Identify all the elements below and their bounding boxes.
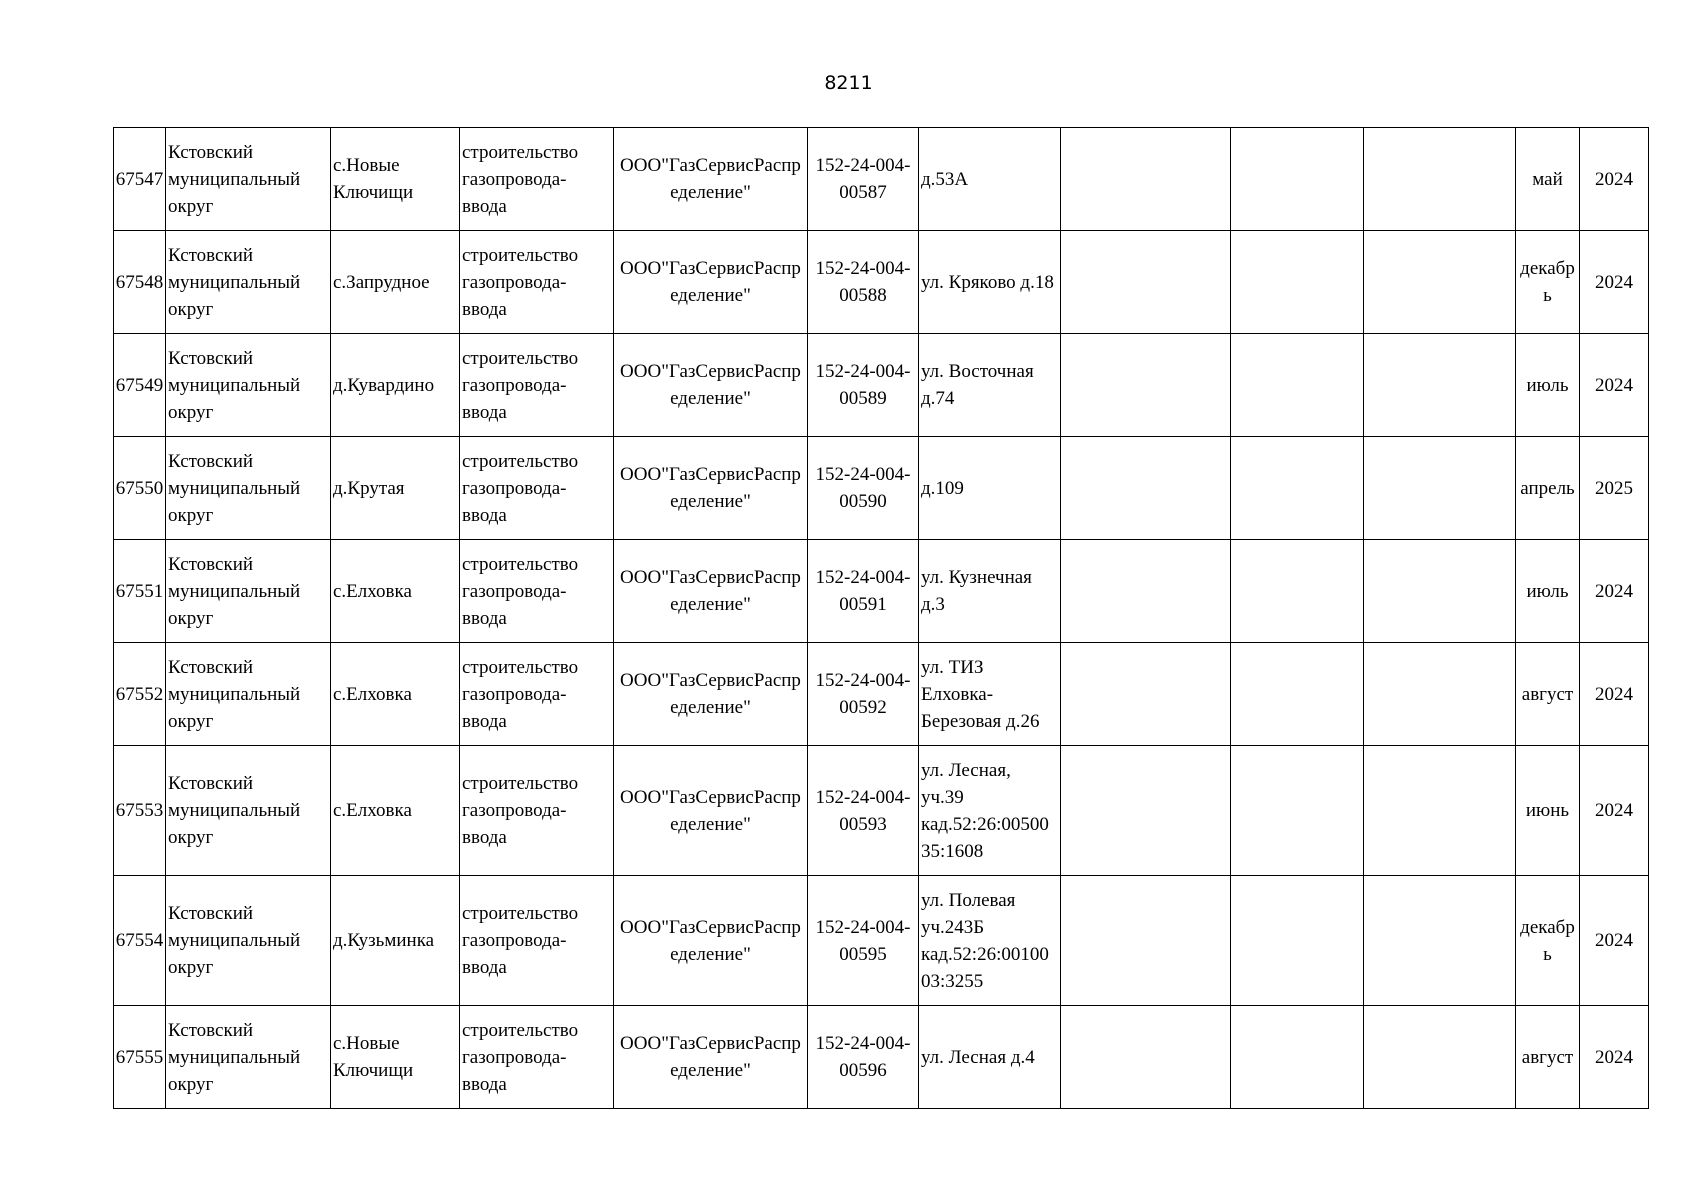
table-row <box>114 876 1649 1006</box>
cell-work-type: строительство газопровода-ввода <box>460 231 614 334</box>
cell-code: 152-24-004-00595 <box>808 876 919 1006</box>
table-row <box>114 128 1649 231</box>
cell-year: 2024 <box>1580 746 1649 876</box>
cell-organization: ООО"ГазСервисРаспределение" <box>614 746 808 876</box>
cell-month: май <box>1516 128 1580 231</box>
cell-empty <box>1364 746 1516 876</box>
cell-number: 67549 <box>114 334 166 437</box>
cell-locality: с.Елховка <box>331 540 460 643</box>
cell-district: Кстовский муниципальный округ <box>166 128 331 231</box>
cell-work-type: строительство газопровода-ввода <box>460 643 614 746</box>
cell-empty <box>1231 746 1364 876</box>
cell-district: Кстовский муниципальный округ <box>166 1006 331 1109</box>
cell-month: август <box>1516 1006 1580 1109</box>
cell-number: 67547 <box>114 128 166 231</box>
cell-number: 67554 <box>114 876 166 1006</box>
cell-year: 2024 <box>1580 643 1649 746</box>
cell-code: 152-24-004-00590 <box>808 437 919 540</box>
table-row <box>114 643 1649 746</box>
cell-address: ул. Полевая уч.243Б кад.52:26:0010003:3255 <box>919 876 1061 1006</box>
cell-number: 67551 <box>114 540 166 643</box>
cell-work-type: строительство газопровода-ввода <box>460 334 614 437</box>
table-row <box>114 540 1649 643</box>
cell-empty <box>1364 128 1516 231</box>
cell-locality: д.Кувардино <box>331 334 460 437</box>
cell-year: 2024 <box>1580 231 1649 334</box>
cell-address: ул. Кряково д.18 <box>919 231 1061 334</box>
cell-district: Кстовский муниципальный округ <box>166 746 331 876</box>
cell-empty <box>1231 334 1364 437</box>
cell-locality: с.Новые Ключищи <box>331 128 460 231</box>
cell-code: 152-24-004-00589 <box>808 334 919 437</box>
cell-address: д.109 <box>919 437 1061 540</box>
cell-district: Кстовский муниципальный округ <box>166 334 331 437</box>
cell-empty <box>1231 1006 1364 1109</box>
cell-year: 2024 <box>1580 1006 1649 1109</box>
table-row <box>114 437 1649 540</box>
cell-empty <box>1364 876 1516 1006</box>
cell-work-type: строительство газопровода-ввода <box>460 1006 614 1109</box>
cell-work-type: строительство газопровода-ввода <box>460 437 614 540</box>
cell-empty <box>1364 643 1516 746</box>
cell-address: д.53А <box>919 128 1061 231</box>
cell-organization: ООО"ГазСервисРаспределение" <box>614 1006 808 1109</box>
page-number: 8211 <box>824 72 873 94</box>
table-row <box>114 231 1649 334</box>
cell-code: 152-24-004-00592 <box>808 643 919 746</box>
cell-code: 152-24-004-00587 <box>808 128 919 231</box>
cell-month: июль <box>1516 540 1580 643</box>
cell-empty <box>1364 231 1516 334</box>
cell-empty <box>1231 128 1364 231</box>
cell-organization: ООО"ГазСервисРаспределение" <box>614 540 808 643</box>
cell-month: декабрь <box>1516 231 1580 334</box>
cell-work-type: строительство газопровода-ввода <box>460 876 614 1006</box>
cell-month: август <box>1516 643 1580 746</box>
cell-month: июнь <box>1516 746 1580 876</box>
cell-organization: ООО"ГазСервисРаспределение" <box>614 437 808 540</box>
cell-number: 67548 <box>114 231 166 334</box>
cell-year: 2024 <box>1580 128 1649 231</box>
cell-work-type: строительство газопровода-ввода <box>460 128 614 231</box>
cell-address: ул. Лесная, уч.39 кад.52:26:0050035:1608 <box>919 746 1061 876</box>
cell-locality: с.Новые Ключищи <box>331 1006 460 1109</box>
cell-organization: ООО"ГазСервисРаспределение" <box>614 643 808 746</box>
cell-locality: д.Кузьминка <box>331 876 460 1006</box>
cell-month: апрель <box>1516 437 1580 540</box>
cell-locality: с.Запрудное <box>331 231 460 334</box>
table-row <box>114 1006 1649 1109</box>
cell-empty <box>1231 643 1364 746</box>
cell-district: Кстовский муниципальный округ <box>166 437 331 540</box>
cell-district: Кстовский муниципальный округ <box>166 540 331 643</box>
cell-address: ул. Кузнечная д.3 <box>919 540 1061 643</box>
cell-address: ул. Восточная д.74 <box>919 334 1061 437</box>
cell-empty <box>1061 540 1231 643</box>
cell-empty <box>1061 437 1231 540</box>
cell-year: 2024 <box>1580 876 1649 1006</box>
cell-code: 152-24-004-00596 <box>808 1006 919 1109</box>
cell-district: Кстовский муниципальный округ <box>166 643 331 746</box>
cell-work-type: строительство газопровода-ввода <box>460 540 614 643</box>
cell-code: 152-24-004-00588 <box>808 231 919 334</box>
cell-year: 2024 <box>1580 334 1649 437</box>
cell-empty <box>1231 437 1364 540</box>
cell-empty <box>1061 876 1231 1006</box>
cell-locality: с.Елховка <box>331 746 460 876</box>
cell-district: Кстовский муниципальный округ <box>166 876 331 1006</box>
cell-organization: ООО"ГазСервисРаспределение" <box>614 128 808 231</box>
cell-empty <box>1231 231 1364 334</box>
cell-empty <box>1231 876 1364 1006</box>
cell-address: ул. ТИЗ Елховка-Березовая д.26 <box>919 643 1061 746</box>
table-row <box>114 746 1649 876</box>
cell-empty <box>1364 334 1516 437</box>
cell-organization: ООО"ГазСервисРаспределение" <box>614 334 808 437</box>
cell-number: 67550 <box>114 437 166 540</box>
cell-empty <box>1061 128 1231 231</box>
cell-empty <box>1364 437 1516 540</box>
cell-organization: ООО"ГазСервисРаспределение" <box>614 231 808 334</box>
cell-work-type: строительство газопровода-ввода <box>460 746 614 876</box>
cell-empty <box>1061 231 1231 334</box>
table-row <box>114 334 1649 437</box>
cell-empty <box>1231 540 1364 643</box>
cell-empty <box>1061 1006 1231 1109</box>
cell-empty <box>1061 643 1231 746</box>
registry-table <box>113 127 1649 1109</box>
cell-district: Кстовский муниципальный округ <box>166 231 331 334</box>
cell-empty <box>1364 1006 1516 1109</box>
cell-locality: с.Елховка <box>331 643 460 746</box>
cell-code: 152-24-004-00593 <box>808 746 919 876</box>
cell-month: июль <box>1516 334 1580 437</box>
cell-code: 152-24-004-00591 <box>808 540 919 643</box>
cell-number: 67553 <box>114 746 166 876</box>
cell-address: ул. Лесная д.4 <box>919 1006 1061 1109</box>
cell-number: 67555 <box>114 1006 166 1109</box>
cell-locality: д.Крутая <box>331 437 460 540</box>
cell-month: декабрь <box>1516 876 1580 1006</box>
cell-organization: ООО"ГазСервисРаспределение" <box>614 876 808 1006</box>
cell-empty <box>1061 334 1231 437</box>
cell-year: 2024 <box>1580 540 1649 643</box>
cell-empty <box>1061 746 1231 876</box>
cell-year: 2025 <box>1580 437 1649 540</box>
cell-number: 67552 <box>114 643 166 746</box>
cell-empty <box>1364 540 1516 643</box>
